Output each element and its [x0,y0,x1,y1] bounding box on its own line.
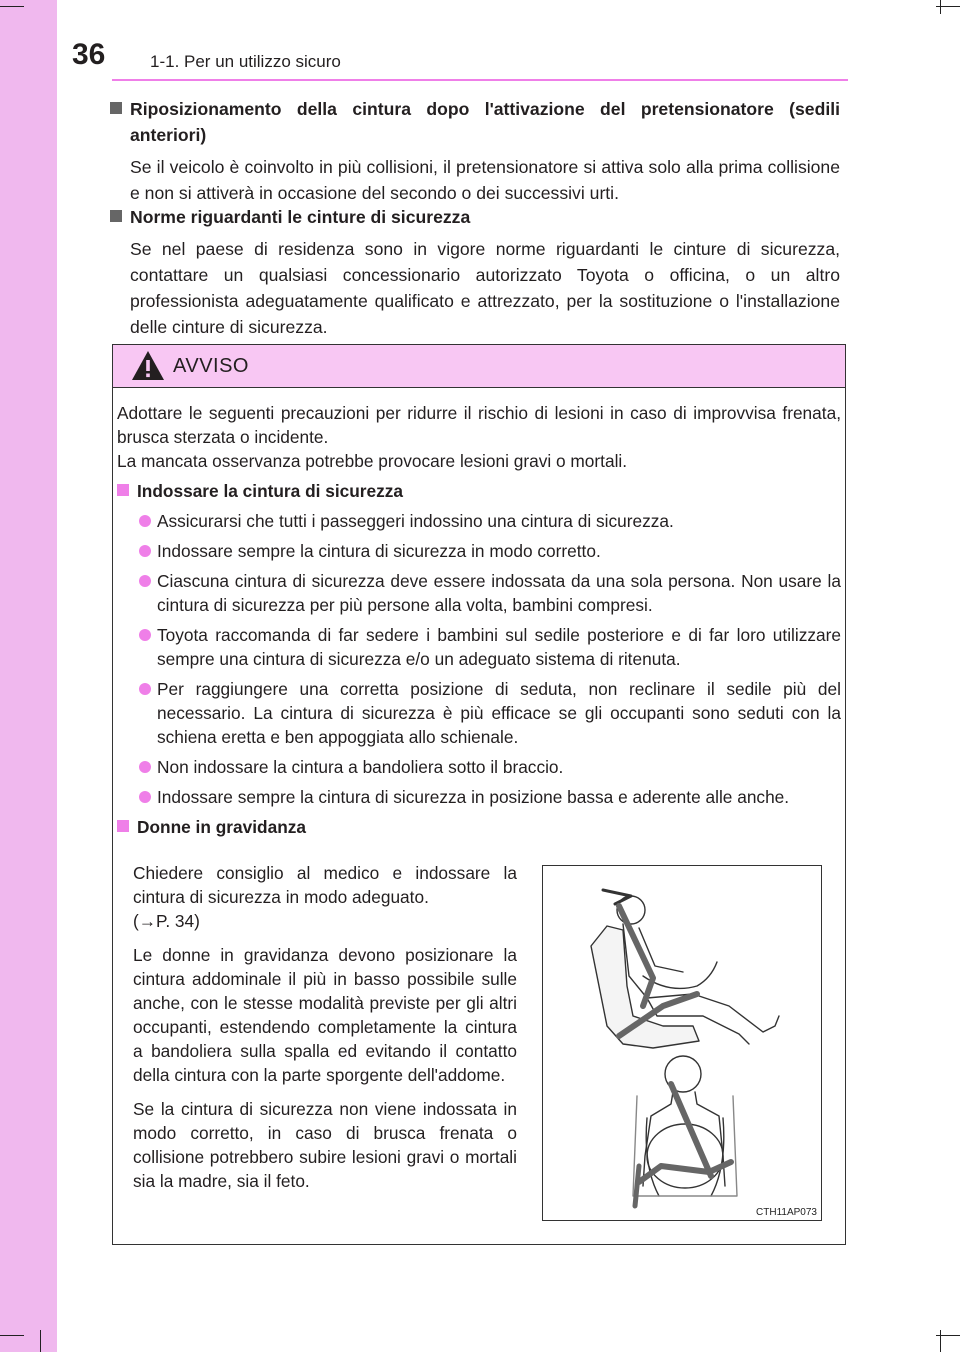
section-text: Se nel paese di residenza sono in vigore norme riguardanti le cinture di sicurezza, contattare un qualsiasi concessionario autorizzato Toyota o officina, o un altro professionista adeguatamente qualificato e attrezzato, per la sostituzione o l'installazione delle cinture di sicurezza. [130,239,840,337]
bullet-dot-icon [139,545,151,557]
section-heading [110,204,840,230]
section-text: Se il veicolo è coinvolto in più collisioni, il pretensionatore si attiva solo alla prima collisione e non si attiverà in occasione del secondo o dei successivi urti. [130,157,840,203]
figure-code: CTH11AP073 [756,1207,817,1218]
list-item [117,755,841,779]
crop-mark [40,1330,41,1352]
bullet-dot-icon [139,683,151,695]
bullet-dot-icon [139,761,151,773]
square-bullet-icon [117,484,129,496]
pregnancy-paragraph: Le donne in gravidanza devono posizionare la cintura addominale il più in basso possibile sulle anche, con le stesse modalità previste per gli altri occupanti, estendendo completamente la cintura a bandoliera sulla spalla ed evitando il contatto della cintura con la parte sporgente dell'addome. [133,945,517,1085]
warning-triangle-icon [131,350,165,381]
list-item-text: Ciascuna cintura di sicurezza deve essere indossata da una sola persona. Non usare la cintura di sicurezza per più persone alla volta, bambini compresi. [157,571,841,615]
section-regulations [110,204,840,340]
list-item [117,623,841,671]
crop-mark [0,1335,24,1336]
list-item-text: Indossare sempre la cintura di sicurezza in posizione bassa e aderente alle anche. [157,787,790,807]
section-heading [110,96,840,148]
bullet-dot-icon [139,575,151,587]
warning-body [117,401,841,839]
square-bullet-icon [110,102,122,114]
page-reference-link[interactable]: (→P. 34) [133,911,200,931]
chapter-side-tab [0,0,57,1352]
warning-intro: Adottare le seguenti precauzioni per ridurre il rischio di lesioni in caso di improvvisa frenata, brusca sterzata o incidente. [117,403,841,447]
warning-title: AVVISO [173,355,249,377]
section-pretensioner [110,96,840,206]
header-rule [112,79,848,81]
square-bullet-icon [110,210,122,222]
list-item-text: Toyota raccomanda di far sedere i bambini sul sedile posteriore e di far loro utilizzare sempre una cintura di sicurezza e/o un adeguato sistema di ritenuta. [157,625,841,669]
list-item-text: Per raggiungere una corretta posizione di seduta, non reclinare il sedile più del necessario. La cintura di sicurezza è più efficace se gli occupanti sono seduti con la schiena eretta e ben appoggiata allo schienale. [157,679,841,747]
list-item-text: Assicurarsi che tutti i passeggeri indossino una cintura di sicurezza. [157,511,674,531]
pregnancy-paragraph: Chiedere consiglio al medico e indossare la cintura di sicurezza in modo adeguato. [133,863,517,907]
warning-heading-pregnancy [117,815,841,839]
square-bullet-icon [117,820,129,832]
list-item [117,677,841,749]
pregnancy-text [133,861,517,1203]
list-item [117,569,841,617]
bullet-dot-icon [139,791,151,803]
bullet-dot-icon [139,629,151,641]
page-number: 36 [72,38,106,71]
section-heading-text: Norme riguardanti le cinture di sicurezza [130,207,471,227]
bullet-dot-icon [139,515,151,527]
section-heading-text: Riposizionamento della cintura dopo l'attivazione del pretensionatore (sedili anteriori) [130,99,840,145]
pregnant-seatbelt-illustration [542,865,822,1221]
crop-mark [940,0,941,14]
warning-heading-wear-belt [117,479,841,503]
section-title: 1-1. Per un utilizzo sicuro [150,52,341,71]
warning-heading-text: Donne in gravidanza [137,817,306,837]
list-item-text: Indossare sempre la cintura di sicurezza in modo corretto. [157,541,601,561]
warning-intro-consequence: La mancata osservanza potrebbe provocare lesioni gravi o mortali. [117,451,628,471]
list-item [117,785,841,809]
crop-mark [0,6,24,7]
warning-header [113,345,845,388]
seatbelt-illustration-image [543,866,821,1220]
list-item-text: Non indossare la cintura a bandoliera sotto il braccio. [157,757,564,777]
pregnancy-paragraph: Se la cintura di sicurezza non viene indossata in modo corretto, in caso di brusca frenata o collisione potrebbero subire lesioni gravi o mortali sia la madre, sia il feto. [133,1099,517,1191]
list-item [117,509,841,533]
list-item [117,539,841,563]
crop-mark [940,1330,941,1352]
warning-box [112,344,846,1245]
warning-heading-text: Indossare la cintura di sicurezza [137,481,404,501]
